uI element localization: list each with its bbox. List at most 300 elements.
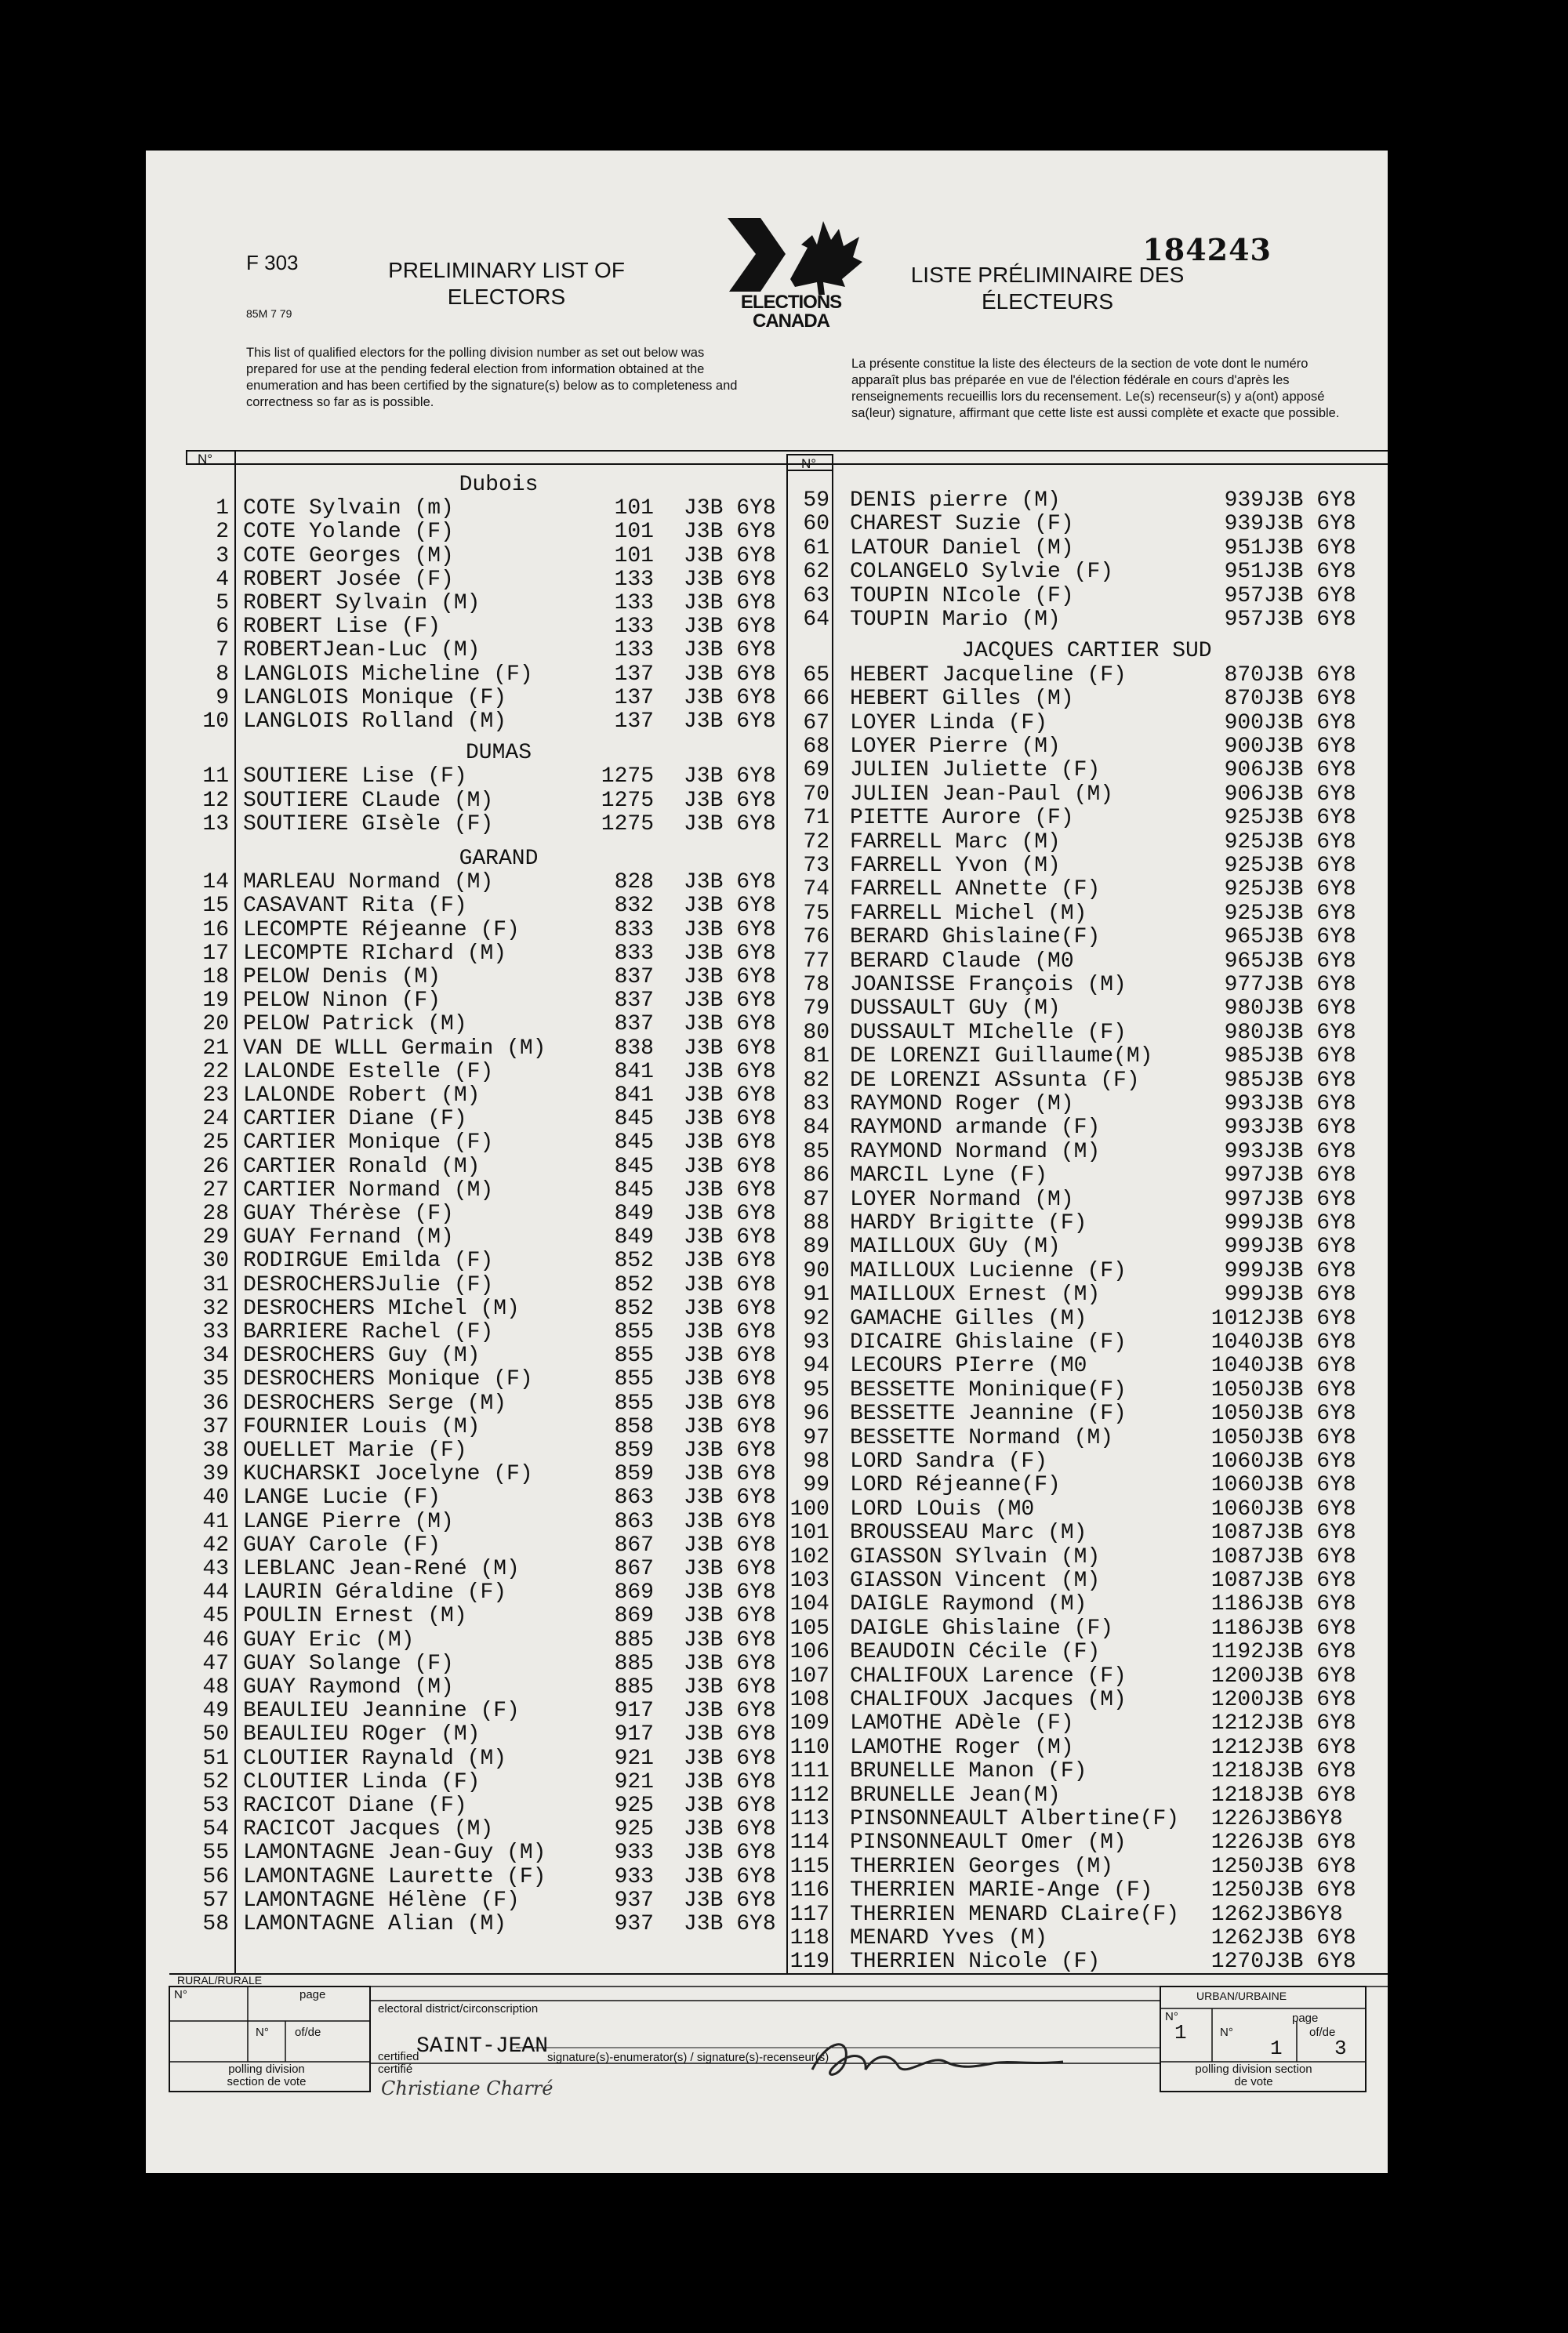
elector-number: 15 xyxy=(202,894,229,919)
civic-number: 900 xyxy=(1224,710,1264,735)
postal-code: J3B 6Y8 xyxy=(1264,662,1356,688)
elector-number: 106 xyxy=(789,1640,829,1665)
elector-name: JULIEN Jean-Paul (M) xyxy=(850,782,1114,807)
civic-number: 1040 xyxy=(1210,1354,1264,1379)
elector-number: 53 xyxy=(202,1794,229,1818)
civic-number: 965 xyxy=(1224,925,1264,950)
postal-code: J3B 6Y8 xyxy=(684,662,776,687)
postal-code: J3B 6Y8 xyxy=(1264,1711,1356,1736)
elector-name: MARLEAU Normand (M) xyxy=(243,870,494,895)
elector-name: SOUTIERE CLaude (M) xyxy=(243,788,494,813)
postal-code: J3B 6Y8 xyxy=(1264,512,1356,537)
rural-page-no-label: N° xyxy=(256,2026,269,2039)
civic-number: 859 xyxy=(614,1462,654,1487)
postal-code: J3B 6Y8 xyxy=(1264,560,1356,585)
postal-code: J3B 6Y8 xyxy=(684,1722,776,1747)
postal-code: J3B 6Y8 xyxy=(684,1888,776,1913)
rural-page-label: page xyxy=(299,1988,326,2001)
civic-number: 997 xyxy=(1224,1187,1264,1212)
elector-number: 89 xyxy=(803,1235,829,1260)
elector-number: 27 xyxy=(202,1177,229,1203)
elector-number: 19 xyxy=(202,989,229,1014)
elector-name: LEBLANC Jean-René (M) xyxy=(243,1557,520,1581)
elector-number: 96 xyxy=(803,1402,829,1427)
civic-number: 867 xyxy=(614,1533,654,1558)
left-no-header: N° xyxy=(198,452,213,466)
civic-number: 921 xyxy=(614,1769,654,1794)
civic-number: 906 xyxy=(1224,758,1264,783)
elector-name: LAURIN Géraldine (F) xyxy=(243,1580,507,1606)
elector-name: CARTIER Ronald (M) xyxy=(243,1154,481,1179)
elector-name: RAYMOND Normand (M) xyxy=(850,1139,1101,1164)
postal-code: J3B 6Y8 xyxy=(684,965,776,989)
elector-number: 113 xyxy=(789,1807,829,1831)
civic-number: 1060 xyxy=(1210,1473,1264,1498)
postal-code: J3B 6Y8 xyxy=(684,989,776,1014)
elector-number: 100 xyxy=(789,1497,829,1522)
postal-code: J3B 6Y8 xyxy=(1264,1330,1356,1355)
postal-code: J3B 6Y8 xyxy=(684,1486,776,1511)
elector-number: 18 xyxy=(202,965,229,989)
electoral-district-value: SAINT-JEAN xyxy=(416,2034,549,2059)
civic-number: 1270 xyxy=(1210,1950,1264,1975)
postal-code: J3B 6Y8 xyxy=(684,941,776,966)
postal-code: J3B 6Y8 xyxy=(684,1154,776,1179)
postal-code: J3B 6Y8 xyxy=(684,543,776,568)
postal-code: J3B 6Y8 xyxy=(1264,1235,1356,1260)
elector-name: JULIEN Juliette (F) xyxy=(850,758,1101,783)
elector-number: 4 xyxy=(216,567,229,592)
civic-number: 133 xyxy=(614,567,654,592)
elector-number: 3 xyxy=(216,543,229,568)
postal-code: J3B 6Y8 xyxy=(684,615,776,640)
elector-number: 11 xyxy=(202,764,229,789)
civic-number: 906 xyxy=(1224,782,1264,807)
postal-code: J3B6Y8 xyxy=(1264,1807,1343,1831)
elector-name: CASAVANT Rita (F) xyxy=(243,894,467,919)
elector-number: 21 xyxy=(202,1036,229,1061)
civic-number: 832 xyxy=(614,894,654,919)
civic-number: 985 xyxy=(1224,1044,1264,1069)
elector-name: BESSETTE Jeannine (F) xyxy=(850,1402,1127,1427)
civic-number: 859 xyxy=(614,1439,654,1463)
elector-name: CLOUTIER Raynald (M) xyxy=(243,1746,507,1771)
civic-number: 1218 xyxy=(1210,1783,1264,1808)
elector-number: 54 xyxy=(202,1817,229,1842)
civic-number: 837 xyxy=(614,1012,654,1037)
elector-name: CARTIER Monique (F) xyxy=(243,1130,494,1156)
postal-code: J3B 6Y8 xyxy=(684,1439,776,1463)
civic-number: 133 xyxy=(614,615,654,640)
postal-code: J3B 6Y8 xyxy=(684,811,776,836)
postal-code: J3B 6Y8 xyxy=(1264,1926,1356,1950)
civic-number: 845 xyxy=(614,1154,654,1179)
civic-number: 985 xyxy=(1224,1068,1264,1093)
elector-number: 12 xyxy=(202,788,229,813)
elector-name: FOURNIER Louis (M) xyxy=(243,1414,481,1439)
civic-number: 999 xyxy=(1224,1258,1264,1283)
civic-number: 1275 xyxy=(601,811,654,836)
elector-number: 117 xyxy=(789,1902,829,1927)
elector-name: DENIS pierre (M) xyxy=(850,488,1061,513)
elector-name: LANGE Pierre (M) xyxy=(243,1509,454,1534)
postal-code: J3B 6Y8 xyxy=(1264,608,1356,632)
civic-number: 858 xyxy=(614,1414,654,1439)
postal-code: J3B 6Y8 xyxy=(684,1249,776,1274)
elector-name: SOUTIERE GIsèle (F) xyxy=(243,811,494,836)
postal-code: J3B 6Y8 xyxy=(684,1794,776,1818)
civic-number: 937 xyxy=(614,1888,654,1913)
elector-number: 7 xyxy=(216,638,229,663)
elector-number: 78 xyxy=(803,973,829,997)
civic-number: 980 xyxy=(1224,1020,1264,1045)
postal-code: J3B 6Y8 xyxy=(684,1604,776,1629)
elector-name: ROBERT Lise (F) xyxy=(243,615,441,640)
elector-number: 75 xyxy=(803,901,829,926)
elector-name: LOYER Linda (F) xyxy=(850,710,1048,735)
civic-number: 867 xyxy=(614,1557,654,1581)
civic-number: 833 xyxy=(614,917,654,942)
elector-number: 101 xyxy=(789,1521,829,1546)
civic-number: 870 xyxy=(1224,662,1264,688)
elector-name: TOUPIN NIcole (F) xyxy=(850,583,1074,608)
civic-number: 917 xyxy=(614,1722,654,1747)
postal-code: J3B 6Y8 xyxy=(1264,687,1356,712)
elector-number: 56 xyxy=(202,1864,229,1889)
postal-code: J3B 6Y8 xyxy=(684,1012,776,1037)
elector-number: 38 xyxy=(202,1439,229,1463)
civic-number: 1192 xyxy=(1210,1640,1264,1665)
postal-code: J3B 6Y8 xyxy=(684,520,776,545)
civic-number: 1226 xyxy=(1210,1830,1264,1856)
elector-number: 95 xyxy=(803,1377,829,1402)
urban-page-no-label: N° xyxy=(1220,2026,1233,2039)
postal-code: J3B 6Y8 xyxy=(1264,1377,1356,1402)
elector-number: 74 xyxy=(803,877,829,902)
title-french: LISTE PRÉLIMINAIRE DES ÉLECTEURS xyxy=(910,263,1185,314)
civic-number: 869 xyxy=(614,1604,654,1629)
elector-number: 60 xyxy=(803,512,829,537)
civic-number: 1060 xyxy=(1210,1497,1264,1522)
elector-name: LATOUR Daniel (M) xyxy=(850,535,1074,561)
elector-number: 25 xyxy=(202,1130,229,1156)
elector-number: 48 xyxy=(202,1675,229,1700)
elector-number: 118 xyxy=(789,1926,829,1950)
elector-name: OUELLET Marie (F) xyxy=(243,1439,467,1463)
elector-name: GUAY Raymond (M) xyxy=(243,1675,454,1700)
postal-code: J3B 6Y8 xyxy=(1264,1473,1356,1498)
elector-number: 23 xyxy=(202,1083,229,1108)
elector-number: 69 xyxy=(803,758,829,783)
postal-code: J3B 6Y8 xyxy=(1264,1163,1356,1188)
elector-number: 42 xyxy=(202,1533,229,1558)
postal-code: J3B 6Y8 xyxy=(1264,806,1356,831)
civic-number: 1250 xyxy=(1210,1878,1264,1903)
elector-number: 86 xyxy=(803,1163,829,1188)
elector-number: 76 xyxy=(803,925,829,950)
elector-number: 97 xyxy=(803,1425,829,1450)
elector-name: ROBERTJean-Luc (M) xyxy=(243,638,481,663)
elector-number: 102 xyxy=(789,1544,829,1569)
elector-number: 17 xyxy=(202,941,229,966)
postal-code: J3B 6Y8 xyxy=(1264,1688,1356,1712)
signature-1-handwriting: Christiane Charré xyxy=(381,2077,554,2099)
postal-code: J3B 6Y8 xyxy=(1264,1116,1356,1141)
civic-number: 133 xyxy=(614,591,654,615)
civic-number: 845 xyxy=(614,1130,654,1156)
elector-number: 16 xyxy=(202,917,229,942)
elector-name: THERRIEN Georges (M) xyxy=(850,1854,1114,1879)
postal-code: J3B 6Y8 xyxy=(1264,1092,1356,1116)
elector-number: 77 xyxy=(803,949,829,974)
postal-code: J3B 6Y8 xyxy=(1264,1616,1356,1641)
signature-label: signature(s)-enumerator(s) / signature(s)-recenseur(s) xyxy=(547,2051,829,2064)
elector-number: 99 xyxy=(803,1473,829,1498)
civic-number: 845 xyxy=(614,1177,654,1203)
postal-code: J3B 6Y8 xyxy=(1264,1020,1356,1045)
elector-number: 29 xyxy=(202,1225,229,1250)
civic-number: 852 xyxy=(614,1272,654,1297)
elector-name: RAYMOND armande (F) xyxy=(850,1116,1101,1141)
elector-number: 35 xyxy=(202,1367,229,1392)
civic-number: 1186 xyxy=(1210,1592,1264,1617)
civic-number: 1212 xyxy=(1210,1711,1264,1736)
elector-name: LAMOTHE ADèle (F) xyxy=(850,1711,1074,1736)
elector-name: LANGLOIS Rolland (M) xyxy=(243,709,507,734)
elector-number: 83 xyxy=(803,1092,829,1116)
civic-number: 101 xyxy=(614,520,654,545)
civic-number: 837 xyxy=(614,965,654,989)
civic-number: 925 xyxy=(614,1794,654,1818)
postal-code: J3B 6Y8 xyxy=(684,1059,776,1084)
elector-name: LORD Sandra (F) xyxy=(850,1450,1048,1474)
civic-number: 957 xyxy=(1224,583,1264,608)
elector-name: THERRIEN Nicole (F) xyxy=(850,1950,1101,1975)
postal-code: J3B 6Y8 xyxy=(684,1130,776,1156)
elector-name: MAILLOUX Ernest (M) xyxy=(850,1283,1101,1308)
elector-name: VAN DE WLLL Germain (M) xyxy=(243,1036,546,1061)
elector-number: 55 xyxy=(202,1841,229,1866)
civic-number: 841 xyxy=(614,1083,654,1108)
elector-number: 44 xyxy=(202,1580,229,1606)
elector-number: 116 xyxy=(789,1878,829,1903)
elector-number: 13 xyxy=(202,811,229,836)
elector-name: CARTIER Normand (M) xyxy=(243,1177,494,1203)
postal-code: J3B 6Y8 xyxy=(684,894,776,919)
elector-number: 91 xyxy=(803,1283,829,1308)
intro-english: This list of qualified electors for the polling division number as set out below was prepared for use at the pending federal election from information obtained at the enumeration and has been certified by the signature(s) below as to completeness and correctness so far as is possible. xyxy=(246,346,738,409)
postal-code: J3B 6Y8 xyxy=(684,1036,776,1061)
elector-name: LECOURS PIerre (M0 xyxy=(850,1354,1087,1379)
postal-code: J3B 6Y8 xyxy=(1264,1139,1356,1164)
elector-name: FARRELL ANnette (F) xyxy=(850,877,1101,902)
civic-number: 933 xyxy=(614,1864,654,1889)
civic-number: 999 xyxy=(1224,1235,1264,1260)
elector-number: 79 xyxy=(803,996,829,1021)
postal-code: J3B 6Y8 xyxy=(684,1509,776,1534)
elector-number: 31 xyxy=(202,1272,229,1297)
civic-number: 957 xyxy=(1224,608,1264,632)
elector-number: 59 xyxy=(803,488,829,513)
logo-text-line-2: CANADA xyxy=(753,310,829,332)
civic-number: 999 xyxy=(1224,1211,1264,1235)
postal-code: J3B 6Y8 xyxy=(1264,854,1356,878)
postal-code: J3B 6Y8 xyxy=(1264,782,1356,807)
postal-code: J3B 6Y8 xyxy=(1264,1258,1356,1283)
postal-code: J3B 6Y8 xyxy=(684,870,776,895)
civic-number: 939 xyxy=(1224,488,1264,513)
urban-no-label: N° xyxy=(1165,2010,1178,2023)
elector-number: 107 xyxy=(789,1664,829,1689)
elector-number: 71 xyxy=(803,806,829,831)
elector-name: MAILLOUX GUy (M) xyxy=(850,1235,1061,1260)
postal-code: J3B 6Y8 xyxy=(1264,1068,1356,1093)
civic-number: 965 xyxy=(1224,949,1264,974)
elector-number: 8 xyxy=(216,662,229,687)
elector-number: 28 xyxy=(202,1202,229,1226)
elector-name: DESROCHERS Guy (M) xyxy=(243,1344,481,1369)
civic-number: 133 xyxy=(614,638,654,663)
document-page xyxy=(146,151,1388,2173)
elector-number: 93 xyxy=(803,1330,829,1355)
elector-name: HEBERT Jacqueline (F) xyxy=(850,662,1127,688)
elector-number: 108 xyxy=(789,1688,829,1712)
postal-code: J3B 6Y8 xyxy=(1264,1664,1356,1689)
civic-number: 1087 xyxy=(1210,1544,1264,1569)
civic-number: 993 xyxy=(1224,1116,1264,1141)
elector-number: 63 xyxy=(803,583,829,608)
elector-name: GUAY Solange (F) xyxy=(243,1651,454,1676)
elector-number: 24 xyxy=(202,1107,229,1132)
elector-name: LANGE Lucie (F) xyxy=(243,1486,441,1511)
elector-name: RAYMOND Roger (M) xyxy=(850,1092,1074,1116)
postal-code: J3B 6Y8 xyxy=(1264,710,1356,735)
elector-name: BERARD Ghislaine(F) xyxy=(850,925,1101,950)
postal-code: J3B 6Y8 xyxy=(1264,1830,1356,1856)
elector-name: GIASSON SYlvain (M) xyxy=(850,1544,1101,1569)
elector-number: 94 xyxy=(803,1354,829,1379)
civic-number: 101 xyxy=(614,543,654,568)
elector-name: MARCIL Lyne (F) xyxy=(850,1163,1048,1188)
elector-name: ROBERT Josée (F) xyxy=(243,567,454,592)
elector-name: GUAY Carole (F) xyxy=(243,1533,441,1558)
elector-name: LOYER Pierre (M) xyxy=(850,735,1061,759)
postal-code: J3B 6Y8 xyxy=(1264,1497,1356,1522)
elector-name: CLOUTIER Linda (F) xyxy=(243,1769,481,1794)
postal-code: J3B 6Y8 xyxy=(1264,1735,1356,1760)
civic-number: 925 xyxy=(1224,877,1264,902)
postal-code: J3B 6Y8 xyxy=(684,764,776,789)
elector-name: HEBERT Gilles (M) xyxy=(850,687,1074,712)
rural-of-label: of/de xyxy=(295,2026,321,2039)
elector-name: GAMACHE Gilles (M) xyxy=(850,1306,1087,1331)
elector-name: THERRIEN MENARD CLaire(F) xyxy=(850,1902,1180,1927)
elector-number: 82 xyxy=(803,1068,829,1093)
civic-number: 1087 xyxy=(1210,1521,1264,1546)
elector-name: COTE Yolande (F) xyxy=(243,520,454,545)
elector-number: 52 xyxy=(202,1769,229,1794)
civic-number: 1250 xyxy=(1210,1854,1264,1879)
postal-code: J3B 6Y8 xyxy=(684,1391,776,1416)
civic-number: 863 xyxy=(614,1509,654,1534)
postal-code: J3B 6Y8 xyxy=(1264,1783,1356,1808)
elector-name: DE LORENZI Guillaume(M) xyxy=(850,1044,1153,1069)
postal-code: J3B 6Y8 xyxy=(1264,1878,1356,1903)
elector-number: 41 xyxy=(202,1509,229,1534)
postal-code: J3B 6Y8 xyxy=(1264,1187,1356,1212)
postal-code: J3B 6Y8 xyxy=(1264,1640,1356,1665)
intro-french: La présente constitue la liste des électeurs de la section de vote dont le numéro apparaît plus bas préparée en vue de l'élection fédérale en cours d'après les renseignements recueillis lors du recensement. Le(s) recenseur(s) y a(ont) apposé sa(leur) signature, affirmant que cette liste est aussi complète et exacte que possible. xyxy=(851,357,1340,420)
civic-number: 841 xyxy=(614,1059,654,1084)
postal-code: J3B6Y8 xyxy=(1264,1902,1343,1927)
elector-name: LORD LOuis (M0 xyxy=(850,1497,1035,1522)
civic-number: 838 xyxy=(614,1036,654,1061)
electoral-district-label: electoral district/circonscription xyxy=(378,2002,539,2016)
elector-name: BEAULIEU Jeannine (F) xyxy=(243,1699,520,1724)
title-english: PRELIMINARY LIST OF ELECTORS xyxy=(388,258,625,309)
elector-name: RODIRGUE Emilda (F) xyxy=(243,1249,494,1274)
elector-number: 68 xyxy=(803,735,829,759)
elector-number: 109 xyxy=(789,1711,829,1736)
elector-number: 92 xyxy=(803,1306,829,1331)
elector-name: JOANISSE François (M) xyxy=(850,973,1127,997)
postal-code: J3B 6Y8 xyxy=(684,1841,776,1866)
signature-2-handwriting xyxy=(804,2030,1087,2090)
postal-code: J3B 6Y8 xyxy=(684,1533,776,1558)
elector-number: 81 xyxy=(803,1044,829,1069)
elector-name: CHAREST Suzie (F) xyxy=(850,512,1074,537)
civic-number: 885 xyxy=(614,1651,654,1676)
elector-number: 111 xyxy=(789,1759,829,1784)
elector-name: PELOW Patrick (M) xyxy=(243,1012,467,1037)
civic-number: 1060 xyxy=(1210,1450,1264,1474)
postal-code: J3B 6Y8 xyxy=(684,496,776,521)
elector-number: 70 xyxy=(803,782,829,807)
postal-code: J3B 6Y8 xyxy=(684,1627,776,1653)
civic-number: 1262 xyxy=(1210,1902,1264,1927)
elector-number: 9 xyxy=(216,685,229,710)
elector-name: DESROCHERS Serge (M) xyxy=(243,1391,507,1416)
elector-number: 110 xyxy=(789,1735,829,1760)
postal-code: J3B 6Y8 xyxy=(684,1202,776,1226)
elector-name: PELOW Denis (M) xyxy=(243,965,441,989)
civic-number: 921 xyxy=(614,1746,654,1771)
elector-number: 98 xyxy=(803,1450,829,1474)
elector-name: BESSETTE Normand (M) xyxy=(850,1425,1114,1450)
postal-code: J3B 6Y8 xyxy=(684,1651,776,1676)
postal-code: J3B 6Y8 xyxy=(684,1320,776,1344)
civic-number: 1200 xyxy=(1210,1688,1264,1712)
postal-code: J3B 6Y8 xyxy=(1264,877,1356,902)
postal-code: J3B 6Y8 xyxy=(684,788,776,813)
civic-number: 980 xyxy=(1224,996,1264,1021)
postal-code: J3B 6Y8 xyxy=(684,1580,776,1606)
elector-name: TOUPIN Mario (M) xyxy=(850,608,1061,632)
civic-number: 1218 xyxy=(1210,1759,1264,1784)
elector-name: BEAUDOIN Cécile (F) xyxy=(850,1640,1101,1665)
elector-name: DESROCHERS MIchel (M) xyxy=(243,1296,520,1321)
elector-name: DE LORENZI ASsunta (F) xyxy=(850,1068,1140,1093)
elector-number: 2 xyxy=(216,520,229,545)
postal-code: J3B 6Y8 xyxy=(1264,1211,1356,1235)
urban-of-label: of/de xyxy=(1309,2026,1336,2039)
elector-number: 43 xyxy=(202,1557,229,1581)
elector-name: FARRELL Marc (M) xyxy=(850,829,1061,854)
elector-name: BRUNELLE Manon (F) xyxy=(850,1759,1087,1784)
elector-name: LAMOTHE Roger (M) xyxy=(850,1735,1074,1760)
elector-number: 32 xyxy=(202,1296,229,1321)
civic-number: 933 xyxy=(614,1841,654,1866)
